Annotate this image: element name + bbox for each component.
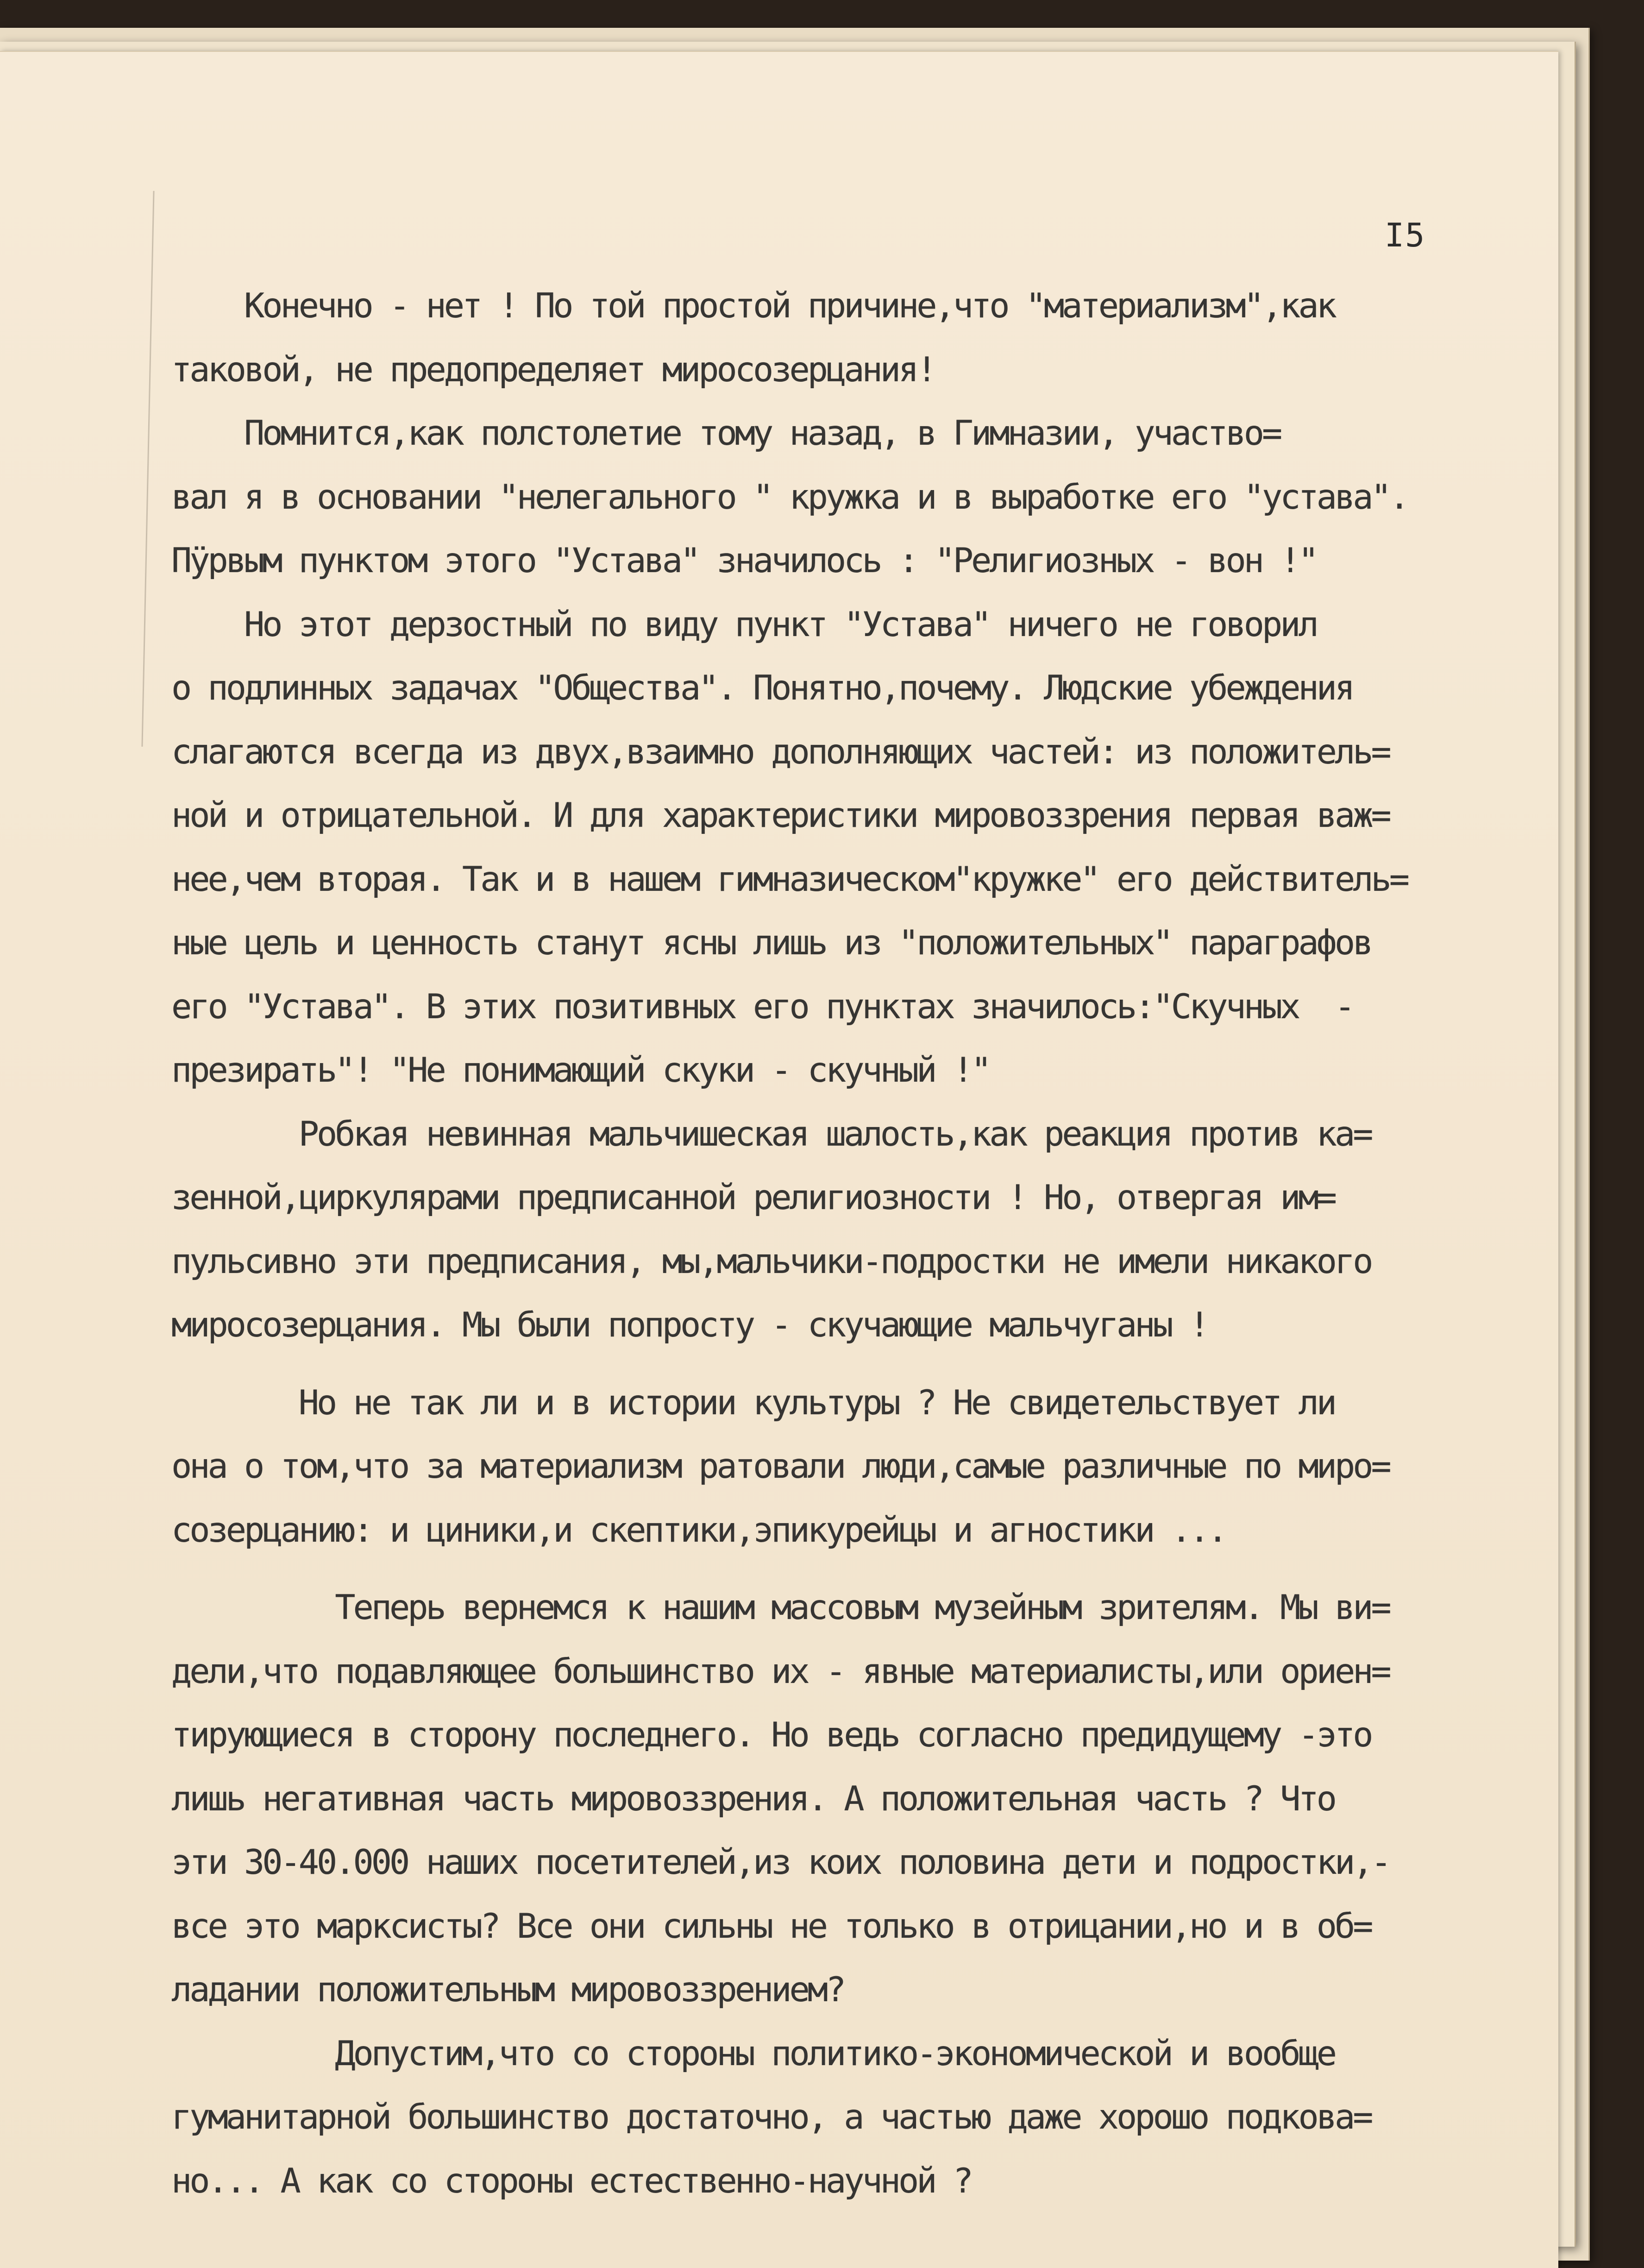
text-line: вал я в основании "нелегального " кружка и в выработке его "устава".	[171, 477, 1408, 517]
text-line: зенной,циркулярами предписанной религиозности ! Но, отвергая им=	[171, 1178, 1335, 1217]
text-line: гуманитарной большинство достаточно, а частью даже хорошо подкова=	[171, 2098, 1371, 2137]
margin-rule	[141, 191, 154, 747]
text-line: тирующиеся в сторону последнего. Но ведь согласно предидущему -это	[171, 1715, 1371, 1755]
text-line: она о том,что за материализм ратовали люди,самые различные по миро=	[171, 1447, 1389, 1486]
text-line: Робкая невинная мальчишеская шалость,как реакция против ка=	[171, 1114, 1371, 1154]
text-line: эти 30-40.000 наших посетителей,из коих половина дети и подростки,-	[171, 1843, 1389, 1882]
page-number: I5	[1385, 216, 1426, 254]
text-line: но... А как со стороны естественно-научной ?	[171, 2161, 972, 2201]
text-line: Теперь вернемся к нашим массовым музейным зрителям. Мы ви=	[171, 1588, 1389, 1627]
text-line: миросозерцания. Мы были попросту - скучающие мальчуганы !	[171, 1305, 1208, 1345]
text-line: созерцанию: и циники,и скептики,эпикурейцы и агностики ...	[171, 1510, 1226, 1550]
text-line: таковой, не предопределяет миросозерцания!	[171, 350, 935, 390]
text-line: Пÿрвым пунктом этого "Устава" значилось : "Религиозных - вон !"	[171, 541, 1317, 580]
typed-text	[171, 274, 1547, 2213]
text-line: Но не так ли и в истории культуры ? Не свидетельствует ли	[171, 1383, 1335, 1423]
text-line: ной и отрицательной. И для характеристики мировоззрения первая важ=	[171, 796, 1389, 835]
text-line: пульсивно эти предписания, мы,мальчики-подростки не имели никакого	[171, 1241, 1371, 1281]
text-line: о подлинных задачах "Общества". Понятно,почему. Людские убеждения	[171, 668, 1353, 708]
text-line: ные цель и ценность станут ясны лишь из "положительных" параграфов	[171, 923, 1371, 963]
text-line: Конечно - нет ! По той простой причине,что "материализм",как	[171, 286, 1335, 326]
text-line: Но этот дерзостный по виду пункт "Устава" ничего не говорил	[171, 605, 1317, 644]
text-line: Помнится,как полстолетие тому назад, в Гимназии, участво=	[171, 414, 1280, 453]
text-line: презирать"! "Не понимающий скуки - скучный !"	[171, 1051, 990, 1090]
text-line: Допустим,что со стороны политико-экономической и вообще	[171, 2034, 1335, 2073]
document-page	[0, 51, 1558, 2268]
text-line: слагаются всегда из двух,взаимно дополняющих частей: из положитель=	[171, 732, 1389, 772]
text-line: нее,чем вторая. Так и в нашем гимназическом"кружке" его действитель=	[171, 859, 1408, 899]
text-line: его "Устава". В этих позитивных его пунктах значилось:"Скучных -	[171, 987, 1353, 1027]
text-line: все это марксисты? Все они сильны не только в отрицании,но и в об=	[171, 1906, 1371, 1946]
text-line: лишь негативная часть мировоззрения. А положительная часть ? Что	[171, 1779, 1335, 1819]
text-line: ладании положительным мировоззрением?	[171, 1970, 844, 2010]
text-line: дели,что подавляющее большинство их - явные материалисты,или ориен=	[171, 1651, 1389, 1691]
